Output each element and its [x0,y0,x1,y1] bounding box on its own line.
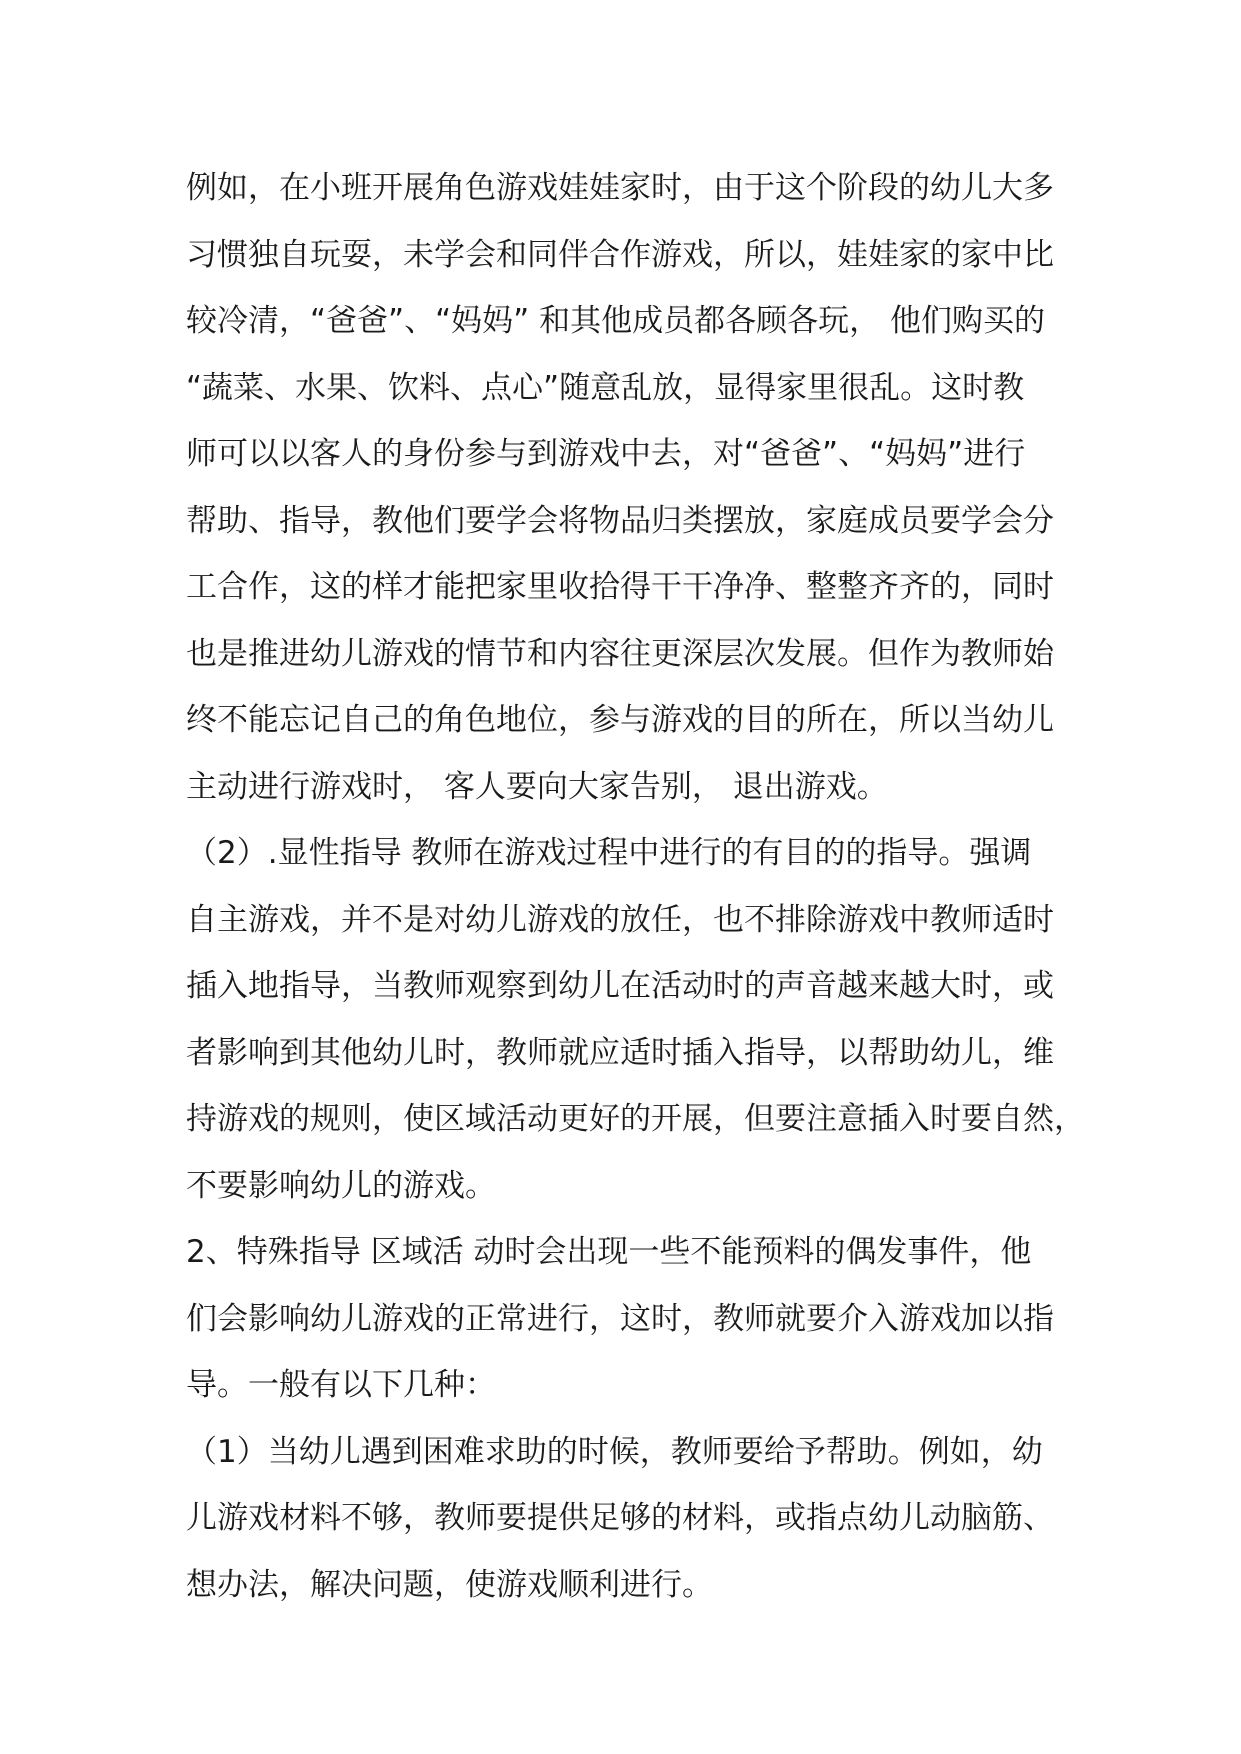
text-line: （1）当幼儿遇到困难求助的时候，教师要给予帮助。例如，幼 [186,1433,1043,1470]
text-line: 们会影响幼儿游戏的正常进行，这时，教师就要介入游戏加以指 [186,1300,1054,1337]
text-line: 导。一般有以下几种： [186,1367,496,1403]
text-line: 想办法，解决问题，使游戏顺利进行。 [186,1566,713,1603]
text-line: 持游戏的规则，使区域活动更好的开展，但要注意插入时要自然， [186,1101,1085,1137]
text-line: 不要影响幼儿的游戏。 [186,1167,496,1204]
text-line: 习惯独自玩耍，未学会和同伴合作游戏，所以，娃娃家的家中比 [186,236,1054,273]
text-line: 2、特殊指导 区域活 动时会出现一些不能预料的偶发事件，他 [186,1234,1032,1270]
text-line: （2）.显性指导 教师在游戏过程中进行的有目的的指导。强调 [186,835,1032,871]
text-line: 师可以以客人的身份参与到游戏中去，对“爸爸”、“妈妈”进行 [186,436,1026,472]
text-line: “蔬菜、水果、饮料、点心”随意乱放，显得家里很乱。这时教 [186,369,1025,406]
body-text [186,155,1085,1618]
text-line: 儿游戏材料不够，教师要提供足够的材料，或指点幼儿动脑筋、 [186,1500,1054,1536]
text-line: 插入地指导，当教师观察到幼儿在活动时的声音越来越大时，或 [186,968,1054,1004]
text-line: 较冷清，“爸爸”、“妈妈” 和其他成员都各顾各玩， 他们购买的 [186,303,1045,339]
text-line: 例如，在小班开展角色游戏娃娃家时，由于这个阶段的幼儿大多 [186,170,1054,206]
text-line: 者影响到其他幼儿时，教师就应适时插入指导，以帮助幼儿，维 [186,1034,1054,1071]
text-line: 终不能忘记自己的角色地位，参与游戏的目的所在，所以当幼儿 [186,702,1054,738]
text-line: 也是推进幼儿游戏的情节和内容往更深层次发展。但作为教师始 [186,635,1054,672]
text-line: 自主游戏，并不是对幼儿游戏的放任，也不排除游戏中教师适时 [186,901,1054,938]
text-line: 帮助、指导，教他们要学会将物品归类摆放，家庭成员要学会分 [186,502,1054,539]
text-line: 主动进行游戏时， 客人要向大家告别， 退出游戏。 [186,768,888,805]
text-line: 工合作，这的样才能把家里收拾得干干净净、整整齐齐的，同时 [186,569,1054,605]
